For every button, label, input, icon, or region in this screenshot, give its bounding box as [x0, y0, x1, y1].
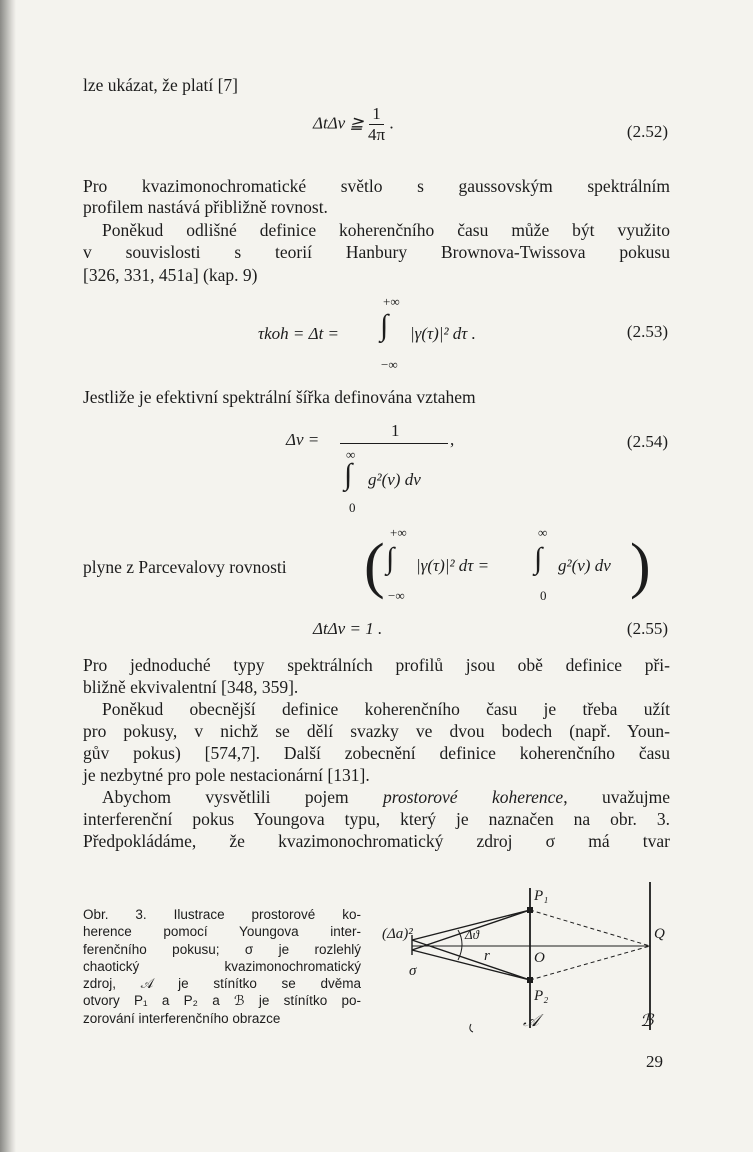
label-r: r	[484, 948, 490, 964]
label-p1: P₁	[534, 888, 549, 904]
text-line: profilem nastává přibližně rovnost.	[83, 197, 328, 217]
text-line: gův pokus) [574,7]. Další zobecnění definice koherenčního času	[83, 743, 670, 763]
caption-line: herence pomocí Youngova inter-	[83, 924, 361, 940]
label-angle: Δϑ	[465, 927, 480, 942]
integral-upper-limit: ∞	[346, 447, 356, 462]
left-parenthesis: (	[364, 532, 385, 600]
caption-line: zorování interferenčního obrazce	[83, 1010, 281, 1026]
fraction-bar	[340, 443, 448, 444]
integral-lower-limit: −∞	[388, 588, 405, 603]
label-sigma: σ	[409, 963, 417, 979]
integral-sign: ∫	[380, 309, 389, 342]
integral-lower-limit: 0	[540, 588, 547, 603]
figure-caption	[83, 906, 361, 1027]
right-parenthesis: )	[630, 532, 651, 600]
integral-upper-limit: ∞	[538, 525, 548, 540]
equation-number: (2.52)	[626, 122, 668, 141]
parceval-integrand-left: |γ(τ)|² dτ =	[416, 556, 490, 575]
pinhole-p1	[527, 907, 533, 913]
text-line: je nezbytné pro pole nestacionární [131].	[83, 765, 370, 785]
fraction-numerator: 1	[369, 104, 384, 125]
integral-lower-limit: 0	[349, 500, 356, 515]
young-experiment-diagram	[376, 880, 676, 1035]
text-line: interferenční pokus Youngova typu, který je naznačen na obr. 3.	[83, 809, 670, 829]
text-line: Poněkud odlišné definice koherenčního času může být využito	[102, 220, 670, 240]
label-source-size: (Δa)²	[382, 926, 413, 942]
text-line: plyne z Parcevalovy rovnosti	[83, 557, 287, 577]
caption-line: Obr. 3. Ilustrace prostorové ko-	[83, 907, 361, 922]
text-line: v souvislosti s teorií Hanbury Brownova-Twissova pokusu	[83, 242, 670, 262]
label-p2: P₂	[534, 988, 549, 1004]
text-line: lze ukázat, že platí [7]	[83, 75, 238, 95]
equation-2-54-lhs: Δν =	[286, 430, 320, 449]
text-line: Pro kvazimonochromatické světlo s gaussovským spektrálním	[83, 176, 670, 196]
equation-2-54-integrand: g²(ν) dν	[368, 470, 421, 489]
path-p1-q	[530, 910, 650, 946]
text-line: Předpokládáme, že kvazimonochromatický zdroj σ má tvar	[83, 831, 670, 851]
label-o: O	[534, 950, 545, 966]
text-line: Abychom vysvětlili pojem prostorové koherence, uvažujme	[102, 787, 671, 807]
parceval-integrand-right: g²(ν) dν	[558, 556, 611, 575]
integral-sign: ∫	[344, 458, 353, 491]
pinhole-p2	[527, 977, 533, 983]
label-q: Q	[654, 926, 665, 942]
caption-line: otvory P₁ a P₂ a ℬ je stínítko po-	[83, 993, 361, 1009]
page-gutter-shadow	[0, 0, 16, 1152]
label-screen-a: 𝒜	[523, 1011, 540, 1030]
book-page: lze ukázat, že platí [7] ΔtΔν ≧ $\frac{1}{4\pi}$ . (2.52) Pro kvazimonochromatické světlo s gaussovským spektrálním profilem nastává přibližně rovnost. Poněkud odlišné definice koherenčního času může být využito v souvislosti s teorií Hanbury Brownova-Twissova pokusu [326, 331, 451a] (kap. 9) +∞ τkoh = Δt = ∫ |γ(τ)|² dτ . −∞ (2.53) Jestliže je efektivní spektrální šířka definována vztahem Δν = 1 , ∞ ∫ g²(ν) dν 0 (2.54) plyne z Parcevalovy rovnosti ( +∞ ∫ |γ(τ)|² dτ = −∞ ∞ ∫ g²(ν) dν 0 ) ΔtΔν = 1 . (2.55) Pro jednoduché typy spektrálních profilů jsou obě definice při- bližně ekvivalentní [348, 359]. Poněkud obecnější definice koherenčního času je třeba užít pro pokusy, v nichž se dělí svazky ve dvou bodech (např. Youn- gův pokus) [574,7]. Další zobecnění definice koherenčního času je nezbytné pro pole nestacionární [131]. Abychom vysvětlili pojem prostorové koherence, uvažujme interferenční pokus Youngova typu, který je naznačen na obr. 3. Předpokládáme, že kvazimonochromatický zdroj σ má tvar Obr. 3. Ilustrace prostorové ko- herence pomocí Youngova inter- ferenčního pokusu; σ je rozlehlý chaotický kvazimonochromatický zdroj, 𝒜 je stínítko se dvěma otvory P₁ a P₂ a ℬ je stínítko po- zorování interferenčního obrazce (Δa)² σ Δϑ r O P₁ P₂ Q 𝒜 ℬ 29	[0, 0, 753, 1152]
fraction-denominator: 4π	[367, 125, 386, 144]
caption-line: chaotický kvazimonochromatický	[83, 958, 361, 974]
integral-sign: ∫	[386, 542, 395, 575]
ray-lower	[412, 950, 530, 980]
label-screen-b: ℬ	[640, 1011, 654, 1030]
integral-lower-limit: −∞	[381, 357, 398, 372]
text-line: Poněkud obecnější definice koherenčního času je třeba užít	[102, 699, 670, 719]
text-line: Jestliže je efektivní spektrální šířka definována vztahem	[83, 387, 476, 407]
equation-2-55: ΔtΔν = 1 .	[313, 619, 383, 638]
equation-2-53-lhs: τkoh = Δt =	[258, 324, 340, 343]
equation-lhs: ΔtΔν ≧	[313, 113, 364, 133]
fraction-numerator: 1	[391, 421, 400, 440]
integral-upper-limit: +∞	[390, 525, 407, 540]
caption-line: ferenčního pokusu; σ je rozlehlý	[83, 941, 361, 957]
equation-2-53-integrand: |γ(τ)|² dτ .	[410, 324, 476, 343]
text-line: pro pokusy, v nichž se dělí svazky ve dvou bodech (např. Youn-	[83, 721, 670, 741]
equation-number: (2.53)	[626, 322, 668, 341]
equation-2-52: ΔtΔν ≧ $\frac{1}{4\pi}$ .	[313, 104, 394, 144]
text-line: bližně ekvivalentní [348, 359].	[83, 677, 299, 697]
text-line: Pro jednoduché typy spektrálních profilů jsou obě definice při-	[83, 655, 670, 675]
equation-number: (2.55)	[626, 619, 668, 638]
text-line: [326, 331, 451a] (kap. 9)	[83, 265, 258, 285]
path-p2-q	[530, 946, 650, 980]
page-number: 29	[646, 1052, 663, 1071]
caption-line: zdroj, 𝒜 je stínítko se dvěma	[83, 976, 361, 992]
fraction	[368, 104, 385, 145]
integral-upper-limit: +∞	[383, 294, 400, 309]
integral-sign: ∫	[534, 542, 543, 575]
equation-number: (2.54)	[626, 432, 668, 451]
